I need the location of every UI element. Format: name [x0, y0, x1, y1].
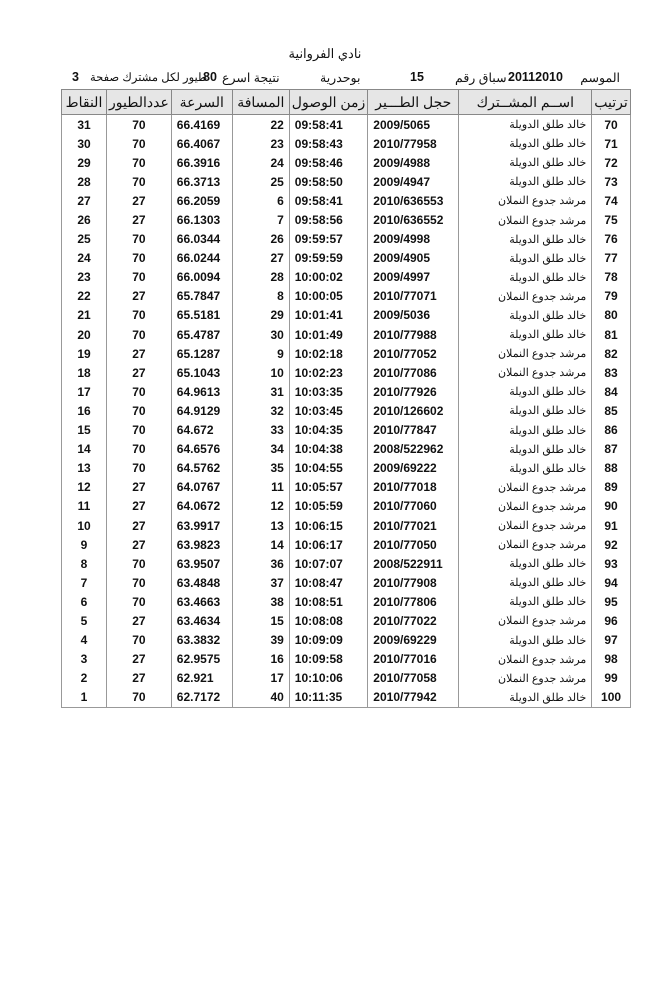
arrival-time-cell: 10:03:35	[289, 382, 368, 401]
table-row	[62, 440, 631, 459]
points-cell: 18	[62, 363, 107, 382]
table-row	[62, 325, 631, 344]
member-name-cell: مرشد جدوع النملان	[459, 478, 592, 497]
distance-cell: 40	[232, 688, 289, 708]
distance-cell: 31	[232, 382, 289, 401]
arrival-time-cell: 10:06:17	[289, 535, 368, 554]
arrival-time-cell: 10:04:38	[289, 440, 368, 459]
ring-cell: 2010/77071	[368, 287, 459, 306]
points-cell: 27	[62, 191, 107, 210]
speed-cell: 65.4787	[171, 325, 232, 344]
speed-cell: 63.3832	[171, 631, 232, 650]
table-row	[62, 382, 631, 401]
ring-cell: 2010/77926	[368, 382, 459, 401]
table-row	[62, 497, 631, 516]
distance-cell: 23	[232, 134, 289, 153]
ring-cell: 2008/522911	[368, 554, 459, 573]
points-cell: 8	[62, 554, 107, 573]
bird-count-cell: 27	[107, 669, 172, 688]
table-row	[62, 363, 631, 382]
header-rank: ترتيب	[592, 90, 631, 115]
member-name-cell: خالد طلق الدويلة	[459, 554, 592, 573]
ring-cell: 2010/77847	[368, 421, 459, 440]
distance-cell: 25	[232, 172, 289, 191]
arrival-time-cell: 10:01:41	[289, 306, 368, 325]
table-row	[62, 401, 631, 420]
distance-cell: 36	[232, 554, 289, 573]
speed-cell: 66.2059	[171, 191, 232, 210]
distance-cell: 8	[232, 287, 289, 306]
member-name-cell: مرشد جدوع النملان	[459, 363, 592, 382]
member-name-cell: خالد طلق الدويلة	[459, 268, 592, 287]
rank-cell: 78	[592, 268, 631, 287]
distance-cell: 38	[232, 592, 289, 611]
member-name-cell: خالد طلق الدويلة	[459, 440, 592, 459]
rank-cell: 100	[592, 688, 631, 708]
speed-cell: 65.1287	[171, 344, 232, 363]
results-table	[61, 89, 631, 708]
points-cell: 23	[62, 268, 107, 287]
table-row	[62, 516, 631, 535]
table-row	[62, 249, 631, 268]
header-distance: المسافة	[232, 90, 289, 115]
points-cell: 26	[62, 210, 107, 229]
points-cell: 2	[62, 669, 107, 688]
speed-cell: 64.0767	[171, 478, 232, 497]
points-cell: 14	[62, 440, 107, 459]
speed-cell: 66.3713	[171, 172, 232, 191]
distance-cell: 29	[232, 306, 289, 325]
arrival-time-cell: 10:11:35	[289, 688, 368, 708]
rank-cell: 97	[592, 631, 631, 650]
season-label: الموسم	[580, 71, 620, 85]
table-row	[62, 306, 631, 325]
header-points: النقاط	[62, 90, 107, 115]
bird-count-cell: 27	[107, 210, 172, 229]
distance-cell: 28	[232, 268, 289, 287]
points-cell: 15	[62, 421, 107, 440]
points-cell: 28	[62, 172, 107, 191]
speed-cell: 64.9129	[171, 401, 232, 420]
arrival-time-cell: 10:09:09	[289, 631, 368, 650]
speed-cell: 63.4634	[171, 611, 232, 630]
ring-cell: 2010/77958	[368, 134, 459, 153]
member-name-cell: خالد طلق الدويلة	[459, 382, 592, 401]
rank-cell: 81	[592, 325, 631, 344]
arrival-time-cell: 10:08:08	[289, 611, 368, 630]
table-row	[62, 268, 631, 287]
distance-cell: 32	[232, 401, 289, 420]
distance-cell: 7	[232, 210, 289, 229]
race-number: 15	[410, 70, 424, 84]
distance-cell: 26	[232, 230, 289, 249]
points-cell: 17	[62, 382, 107, 401]
bird-count-cell: 70	[107, 268, 172, 287]
speed-cell: 63.4848	[171, 573, 232, 592]
ring-cell: 2010/77016	[368, 650, 459, 669]
speed-cell: 63.9917	[171, 516, 232, 535]
distance-cell: 34	[232, 440, 289, 459]
rank-cell: 77	[592, 249, 631, 268]
bird-count-cell: 70	[107, 459, 172, 478]
race-label: سباق رقم	[455, 71, 507, 85]
member-name-cell: مرشد جدوع النملان	[459, 650, 592, 669]
points-cell: 16	[62, 401, 107, 420]
member-name-cell: مرشد جدوع النملان	[459, 535, 592, 554]
rank-cell: 87	[592, 440, 631, 459]
points-cell: 10	[62, 516, 107, 535]
member-name-cell: خالد طلق الدويلة	[459, 401, 592, 420]
distance-cell: 22	[232, 115, 289, 135]
table-row	[62, 650, 631, 669]
bird-count-cell: 70	[107, 230, 172, 249]
bird-count-cell: 70	[107, 115, 172, 135]
ring-cell: 2010/77942	[368, 688, 459, 708]
arrival-time-cell: 09:58:50	[289, 172, 368, 191]
arrival-time-cell: 10:04:55	[289, 459, 368, 478]
season-value: 20112010	[508, 70, 563, 84]
member-name-cell: مرشد جدوع النملان	[459, 516, 592, 535]
points-cell: 29	[62, 153, 107, 172]
speed-cell: 63.9823	[171, 535, 232, 554]
speed-cell: 64.0672	[171, 497, 232, 516]
bird-count-cell: 70	[107, 421, 172, 440]
ring-cell: 2010/636552	[368, 210, 459, 229]
arrival-time-cell: 10:00:05	[289, 287, 368, 306]
header-arrival-time: زمن الوصول	[289, 90, 368, 115]
ring-cell: 2009/5036	[368, 306, 459, 325]
member-name-cell: مرشد جدوع النملان	[459, 210, 592, 229]
member-name-cell: خالد طلق الدويلة	[459, 421, 592, 440]
speed-cell: 64.6576	[171, 440, 232, 459]
distance-cell: 11	[232, 478, 289, 497]
table-row	[62, 573, 631, 592]
distance-cell: 14	[232, 535, 289, 554]
distance-cell: 9	[232, 344, 289, 363]
ring-cell: 2010/77908	[368, 573, 459, 592]
member-name-cell: مرشد جدوع النملان	[459, 344, 592, 363]
arrival-time-cell: 10:08:51	[289, 592, 368, 611]
fastest-count: 80	[203, 70, 217, 84]
arrival-time-cell: 10:04:35	[289, 421, 368, 440]
member-name-cell: خالد طلق الدويلة	[459, 306, 592, 325]
ring-cell: 2010/126602	[368, 401, 459, 420]
table-row	[62, 210, 631, 229]
arrival-time-cell: 10:03:45	[289, 401, 368, 420]
rank-cell: 84	[592, 382, 631, 401]
rank-cell: 83	[592, 363, 631, 382]
rank-cell: 76	[592, 230, 631, 249]
ring-cell: 2010/77086	[368, 363, 459, 382]
speed-cell: 65.5181	[171, 306, 232, 325]
distance-cell: 33	[232, 421, 289, 440]
speed-cell: 64.9613	[171, 382, 232, 401]
points-cell: 20	[62, 325, 107, 344]
arrival-time-cell: 10:02:23	[289, 363, 368, 382]
bird-count-cell: 70	[107, 554, 172, 573]
rank-cell: 70	[592, 115, 631, 135]
speed-cell: 63.9507	[171, 554, 232, 573]
member-name-cell: مرشد جدوع النملان	[459, 611, 592, 630]
points-cell: 4	[62, 631, 107, 650]
result-label: نتيجة اسرع	[222, 71, 280, 85]
member-name-cell: مرشد جدوع النملان	[459, 669, 592, 688]
page-number: 3	[72, 70, 79, 84]
rank-cell: 91	[592, 516, 631, 535]
rank-cell: 98	[592, 650, 631, 669]
table-row	[62, 230, 631, 249]
distance-cell: 6	[232, 191, 289, 210]
rank-cell: 93	[592, 554, 631, 573]
bird-count-cell: 27	[107, 516, 172, 535]
ring-cell: 2009/4997	[368, 268, 459, 287]
table-row	[62, 172, 631, 191]
points-cell: 30	[62, 134, 107, 153]
member-name-cell: خالد طلق الدويلة	[459, 631, 592, 650]
points-cell: 12	[62, 478, 107, 497]
points-cell: 19	[62, 344, 107, 363]
ring-cell: 2009/4905	[368, 249, 459, 268]
arrival-time-cell: 09:58:46	[289, 153, 368, 172]
points-cell: 22	[62, 287, 107, 306]
points-cell: 1	[62, 688, 107, 708]
table-row	[62, 669, 631, 688]
table-row	[62, 592, 631, 611]
points-cell: 7	[62, 573, 107, 592]
table-row	[62, 344, 631, 363]
points-cell: 11	[62, 497, 107, 516]
points-cell: 5	[62, 611, 107, 630]
bird-count-cell: 27	[107, 344, 172, 363]
rank-cell: 94	[592, 573, 631, 592]
arrival-time-cell: 10:06:15	[289, 516, 368, 535]
speed-cell: 64.5762	[171, 459, 232, 478]
bird-count-cell: 27	[107, 363, 172, 382]
ring-cell: 2010/77021	[368, 516, 459, 535]
header-ring: حجل الطـــير	[368, 90, 459, 115]
ring-cell: 2009/4947	[368, 172, 459, 191]
member-name-cell: خالد طلق الدويلة	[459, 153, 592, 172]
member-name-cell: خالد طلق الدويلة	[459, 230, 592, 249]
ring-cell: 2010/77050	[368, 535, 459, 554]
ring-cell: 2009/69229	[368, 631, 459, 650]
table-row	[62, 287, 631, 306]
points-cell: 13	[62, 459, 107, 478]
rank-cell: 75	[592, 210, 631, 229]
member-name-cell: خالد طلق الدويلة	[459, 172, 592, 191]
rank-cell: 72	[592, 153, 631, 172]
distance-cell: 15	[232, 611, 289, 630]
rank-cell: 73	[592, 172, 631, 191]
points-cell: 6	[62, 592, 107, 611]
table-row	[62, 688, 631, 708]
table-row	[62, 611, 631, 630]
speed-cell: 66.1303	[171, 210, 232, 229]
arrival-time-cell: 09:58:43	[289, 134, 368, 153]
member-name-cell: خالد طلق الدويلة	[459, 459, 592, 478]
ring-cell: 2010/77018	[368, 478, 459, 497]
ring-cell: 2010/636553	[368, 191, 459, 210]
arrival-time-cell: 10:05:57	[289, 478, 368, 497]
bird-count-cell: 70	[107, 249, 172, 268]
distance-cell: 24	[232, 153, 289, 172]
arrival-time-cell: 09:58:41	[289, 115, 368, 135]
bird-count-cell: 70	[107, 592, 172, 611]
speed-cell: 62.921	[171, 669, 232, 688]
speed-cell: 65.7847	[171, 287, 232, 306]
speed-cell: 66.0244	[171, 249, 232, 268]
distance-cell: 12	[232, 497, 289, 516]
bird-count-cell: 27	[107, 191, 172, 210]
rank-cell: 89	[592, 478, 631, 497]
ring-cell: 2010/77806	[368, 592, 459, 611]
club-title: نادي الفروانية	[288, 46, 362, 61]
member-name-cell: خالد طلق الدويلة	[459, 134, 592, 153]
rank-cell: 90	[592, 497, 631, 516]
points-cell: 21	[62, 306, 107, 325]
arrival-time-cell: 09:59:59	[289, 249, 368, 268]
table-row	[62, 421, 631, 440]
rank-cell: 80	[592, 306, 631, 325]
header-speed: السرعة	[171, 90, 232, 115]
member-name-cell: خالد طلق الدويلة	[459, 249, 592, 268]
rank-cell: 96	[592, 611, 631, 630]
table-row	[62, 631, 631, 650]
bird-count-cell: 70	[107, 153, 172, 172]
arrival-time-cell: 10:07:07	[289, 554, 368, 573]
points-cell: 3	[62, 650, 107, 669]
speed-cell: 65.1043	[171, 363, 232, 382]
speed-cell: 64.672	[171, 421, 232, 440]
ring-cell: 2010/77052	[368, 344, 459, 363]
member-name-cell: مرشد جدوع النملان	[459, 287, 592, 306]
speed-cell: 62.7172	[171, 688, 232, 708]
bird-count-cell: 27	[107, 497, 172, 516]
arrival-time-cell: 10:09:58	[289, 650, 368, 669]
header-row	[62, 90, 631, 115]
ring-cell: 2010/77058	[368, 669, 459, 688]
speed-cell: 66.0094	[171, 268, 232, 287]
table-row	[62, 115, 631, 135]
ring-cell: 2010/77988	[368, 325, 459, 344]
rank-cell: 74	[592, 191, 631, 210]
speed-cell: 63.4663	[171, 592, 232, 611]
rank-cell: 79	[592, 287, 631, 306]
table-row	[62, 191, 631, 210]
header-member-name: اســم المشــترك	[459, 90, 592, 115]
rank-cell: 71	[592, 134, 631, 153]
bird-count-cell: 27	[107, 478, 172, 497]
speed-cell: 66.0344	[171, 230, 232, 249]
bird-count-cell: 27	[107, 287, 172, 306]
distance-cell: 13	[232, 516, 289, 535]
distance-cell: 39	[232, 631, 289, 650]
bird-count-cell: 70	[107, 573, 172, 592]
speed-cell: 66.4169	[171, 115, 232, 135]
arrival-time-cell: 10:02:18	[289, 344, 368, 363]
ring-cell: 2009/4988	[368, 153, 459, 172]
bird-count-cell: 70	[107, 325, 172, 344]
ring-cell: 2010/77022	[368, 611, 459, 630]
distance-cell: 17	[232, 669, 289, 688]
rank-cell: 86	[592, 421, 631, 440]
bird-count-cell: 70	[107, 134, 172, 153]
member-name-cell: خالد طلق الدويلة	[459, 592, 592, 611]
speed-cell: 66.3916	[171, 153, 232, 172]
bird-count-cell: 70	[107, 382, 172, 401]
table-row	[62, 153, 631, 172]
table-row	[62, 535, 631, 554]
speed-cell: 62.9575	[171, 650, 232, 669]
bird-count-cell: 70	[107, 401, 172, 420]
ring-cell: 2009/5065	[368, 115, 459, 135]
table-row	[62, 478, 631, 497]
arrival-time-cell: 10:00:02	[289, 268, 368, 287]
rank-cell: 85	[592, 401, 631, 420]
rank-cell: 92	[592, 535, 631, 554]
ring-cell: 2009/69222	[368, 459, 459, 478]
rank-cell: 88	[592, 459, 631, 478]
arrival-time-cell: 10:08:47	[289, 573, 368, 592]
speed-cell: 66.4067	[171, 134, 232, 153]
bird-count-cell: 70	[107, 631, 172, 650]
table-row	[62, 554, 631, 573]
rank-cell: 95	[592, 592, 631, 611]
distance-cell: 37	[232, 573, 289, 592]
member-name-cell: خالد طلق الدويلة	[459, 325, 592, 344]
ring-cell: 2010/77060	[368, 497, 459, 516]
distance-cell: 35	[232, 459, 289, 478]
distance-cell: 10	[232, 363, 289, 382]
bird-count-cell: 27	[107, 535, 172, 554]
distance-cell: 27	[232, 249, 289, 268]
bird-count-cell: 27	[107, 611, 172, 630]
member-name-cell: خالد طلق الدويلة	[459, 688, 592, 708]
points-cell: 25	[62, 230, 107, 249]
arrival-time-cell: 10:10:06	[289, 669, 368, 688]
member-name-cell: مرشد جدوع النملان	[459, 497, 592, 516]
member-name-cell: خالد طلق الدويلة	[459, 115, 592, 135]
ring-cell: 2008/522962	[368, 440, 459, 459]
bird-count-cell: 70	[107, 172, 172, 191]
distance-cell: 30	[232, 325, 289, 344]
arrival-time-cell: 09:58:56	[289, 210, 368, 229]
arrival-time-cell: 09:58:41	[289, 191, 368, 210]
race-location: بوحدرية	[320, 71, 361, 85]
member-name-cell: مرشد جدوع النملان	[459, 191, 592, 210]
table-row	[62, 459, 631, 478]
arrival-time-cell: 10:01:49	[289, 325, 368, 344]
arrival-time-cell: 10:05:59	[289, 497, 368, 516]
points-cell: 31	[62, 115, 107, 135]
distance-cell: 16	[232, 650, 289, 669]
rank-cell: 82	[592, 344, 631, 363]
header-bird-count: عددالطيور	[107, 90, 172, 115]
bird-count-cell: 27	[107, 650, 172, 669]
bird-count-cell: 70	[107, 440, 172, 459]
birds-per-member-page-label: طيور لكل مشترك صفحة	[90, 72, 208, 84]
table-row	[62, 134, 631, 153]
rank-cell: 99	[592, 669, 631, 688]
points-cell: 9	[62, 535, 107, 554]
ring-cell: 2009/4998	[368, 230, 459, 249]
member-name-cell: خالد طلق الدويلة	[459, 573, 592, 592]
arrival-time-cell: 09:59:57	[289, 230, 368, 249]
bird-count-cell: 70	[107, 688, 172, 708]
points-cell: 24	[62, 249, 107, 268]
bird-count-cell: 70	[107, 306, 172, 325]
